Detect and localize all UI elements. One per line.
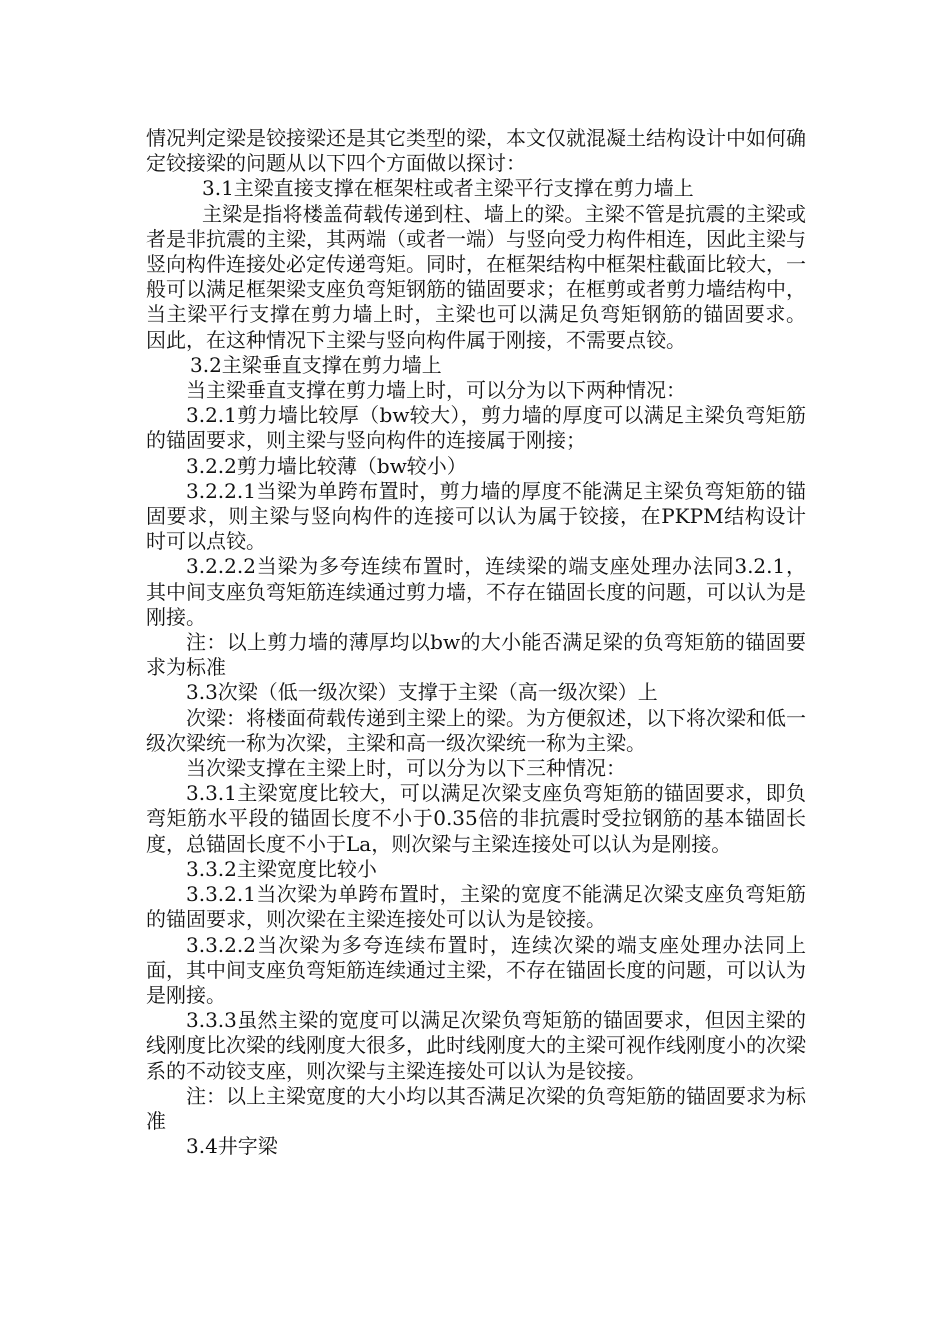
- paragraph-3-2-2-1: 3.2.2.1当梁为单跨布置时，剪力墙的厚度不能满足主梁负弯矩筋的锚固要求，则主梁与竖向构件的连接可以认为属于铰接，在PKPM结构设计时可以点铰。: [146, 478, 806, 554]
- paragraph-3-3-2-1: 3.3.2.1当次梁为单跨布置时，主梁的宽度不能满足次梁支座负弯矩筋的锚固要求，则次梁在主梁连接处可以认为是铰接。: [146, 882, 806, 932]
- document-body: [146, 126, 806, 1159]
- heading-3-2-2: 3.2.2剪力墙比较薄（bw较小）: [186, 453, 467, 478]
- paragraph-3-3-2-2: 3.3.2.2当次梁为多夸连续布置时，连续次梁的端支座处理办法同上面，其中间支座负弯矩筋连续通过主梁，不存在锚固长度的问题，可以认为是刚接。: [146, 932, 806, 1007]
- paragraph-secondary-beam-definition: 次梁：将楼面荷载传递到主梁上的梁。为方便叙述，以下将次梁和低一级次梁统一称为次梁，主梁和高一级次梁统一称为主梁。: [146, 705, 806, 755]
- heading-3-3-2: 3.3.2主梁宽度比较小: [186, 856, 377, 881]
- heading-3-2: 3.2主梁垂直支撑在剪力墙上: [190, 352, 442, 377]
- paragraph-3-2-1: 3.2.1剪力墙比较厚（bw较大），剪力墙的厚度可以满足主梁负弯矩筋的锚固要求，则主梁与竖向构件的连接属于刚接；: [146, 403, 806, 453]
- note-shear-wall: 注：以上剪力墙的薄厚均以bw的大小能否满足梁的负弯矩筋的锚固要求为标准: [146, 630, 806, 680]
- heading-3-4: 3.4井字梁: [186, 1134, 278, 1159]
- heading-3-1: 3.1主梁直接支撑在框架柱或者主梁平行支撑在剪力墙上: [202, 176, 694, 201]
- paragraph-3-3-intro: 当次梁支撑在主梁上时，可以分为以下三种情况：: [186, 756, 626, 781]
- paragraph-3-2-2-2: 3.2.2.2当梁为多夸连续布置时，连续梁的端支座处理办法同3.2.1，其中间支座负弯矩筋连续通过剪力墙，不存在锚固长度的问题，可以认为是刚接。: [146, 554, 806, 629]
- paragraph-3-3-1: 3.3.1主梁宽度比较大，可以满足次梁支座负弯矩筋的锚固要求，即负弯矩筋水平段的锚固长度不小于0.35倍的非抗震时受拉钢筋的基本锚固长度，总锚固长度不小于La，则次梁与主梁连接处可以认为是刚接。: [146, 781, 806, 856]
- note-main-beam-width: 注：以上主梁宽度的大小均以其否满足次梁的负弯矩筋的锚固要求为标准: [146, 1083, 806, 1133]
- paragraph-3-3-3: 3.3.3虽然主梁的宽度可以满足次梁负弯矩筋的锚固要求，但因主梁的线刚度比次梁的线刚度大很多，此时线刚度大的主梁可视作线刚度小的次梁系的不动铰支座，则次梁与主梁连接处可以认为是铰接。: [146, 1008, 806, 1083]
- heading-3-3: 3.3次梁（低一级次梁）支撑于主梁（高一级次梁）上: [186, 680, 658, 705]
- paragraph-main-beam-definition: 主梁是指将楼盖荷载传递到柱、墙上的梁。主梁不管是抗震的主梁或者是非抗震的主梁，其两端（或者一端）与竖向受力构件相连，因此主梁与竖向构件连接处必定传递弯矩。同时，在框架结构中框架柱截面比较大，一般可以满足框架梁支座负弯矩钢筋的锚固要求；在框剪或者剪力墙结构中，当主梁平行支撑在剪力墙上时，主梁也可以满足负弯矩钢筋的锚固要求。 因此，在这种情况下主梁与竖向构件属于刚接，不需要点铰。: [146, 201, 806, 352]
- paragraph-3-2-intro: 当主梁垂直支撑在剪力墙上时，可以分为以下两种情况：: [186, 378, 686, 403]
- intro-paragraph: 情况判定梁是铰接梁还是其它类型的梁，本文仅就混凝土结构设计中如何确定铰接梁的问题从以下四个方面做以探讨：: [146, 126, 806, 176]
